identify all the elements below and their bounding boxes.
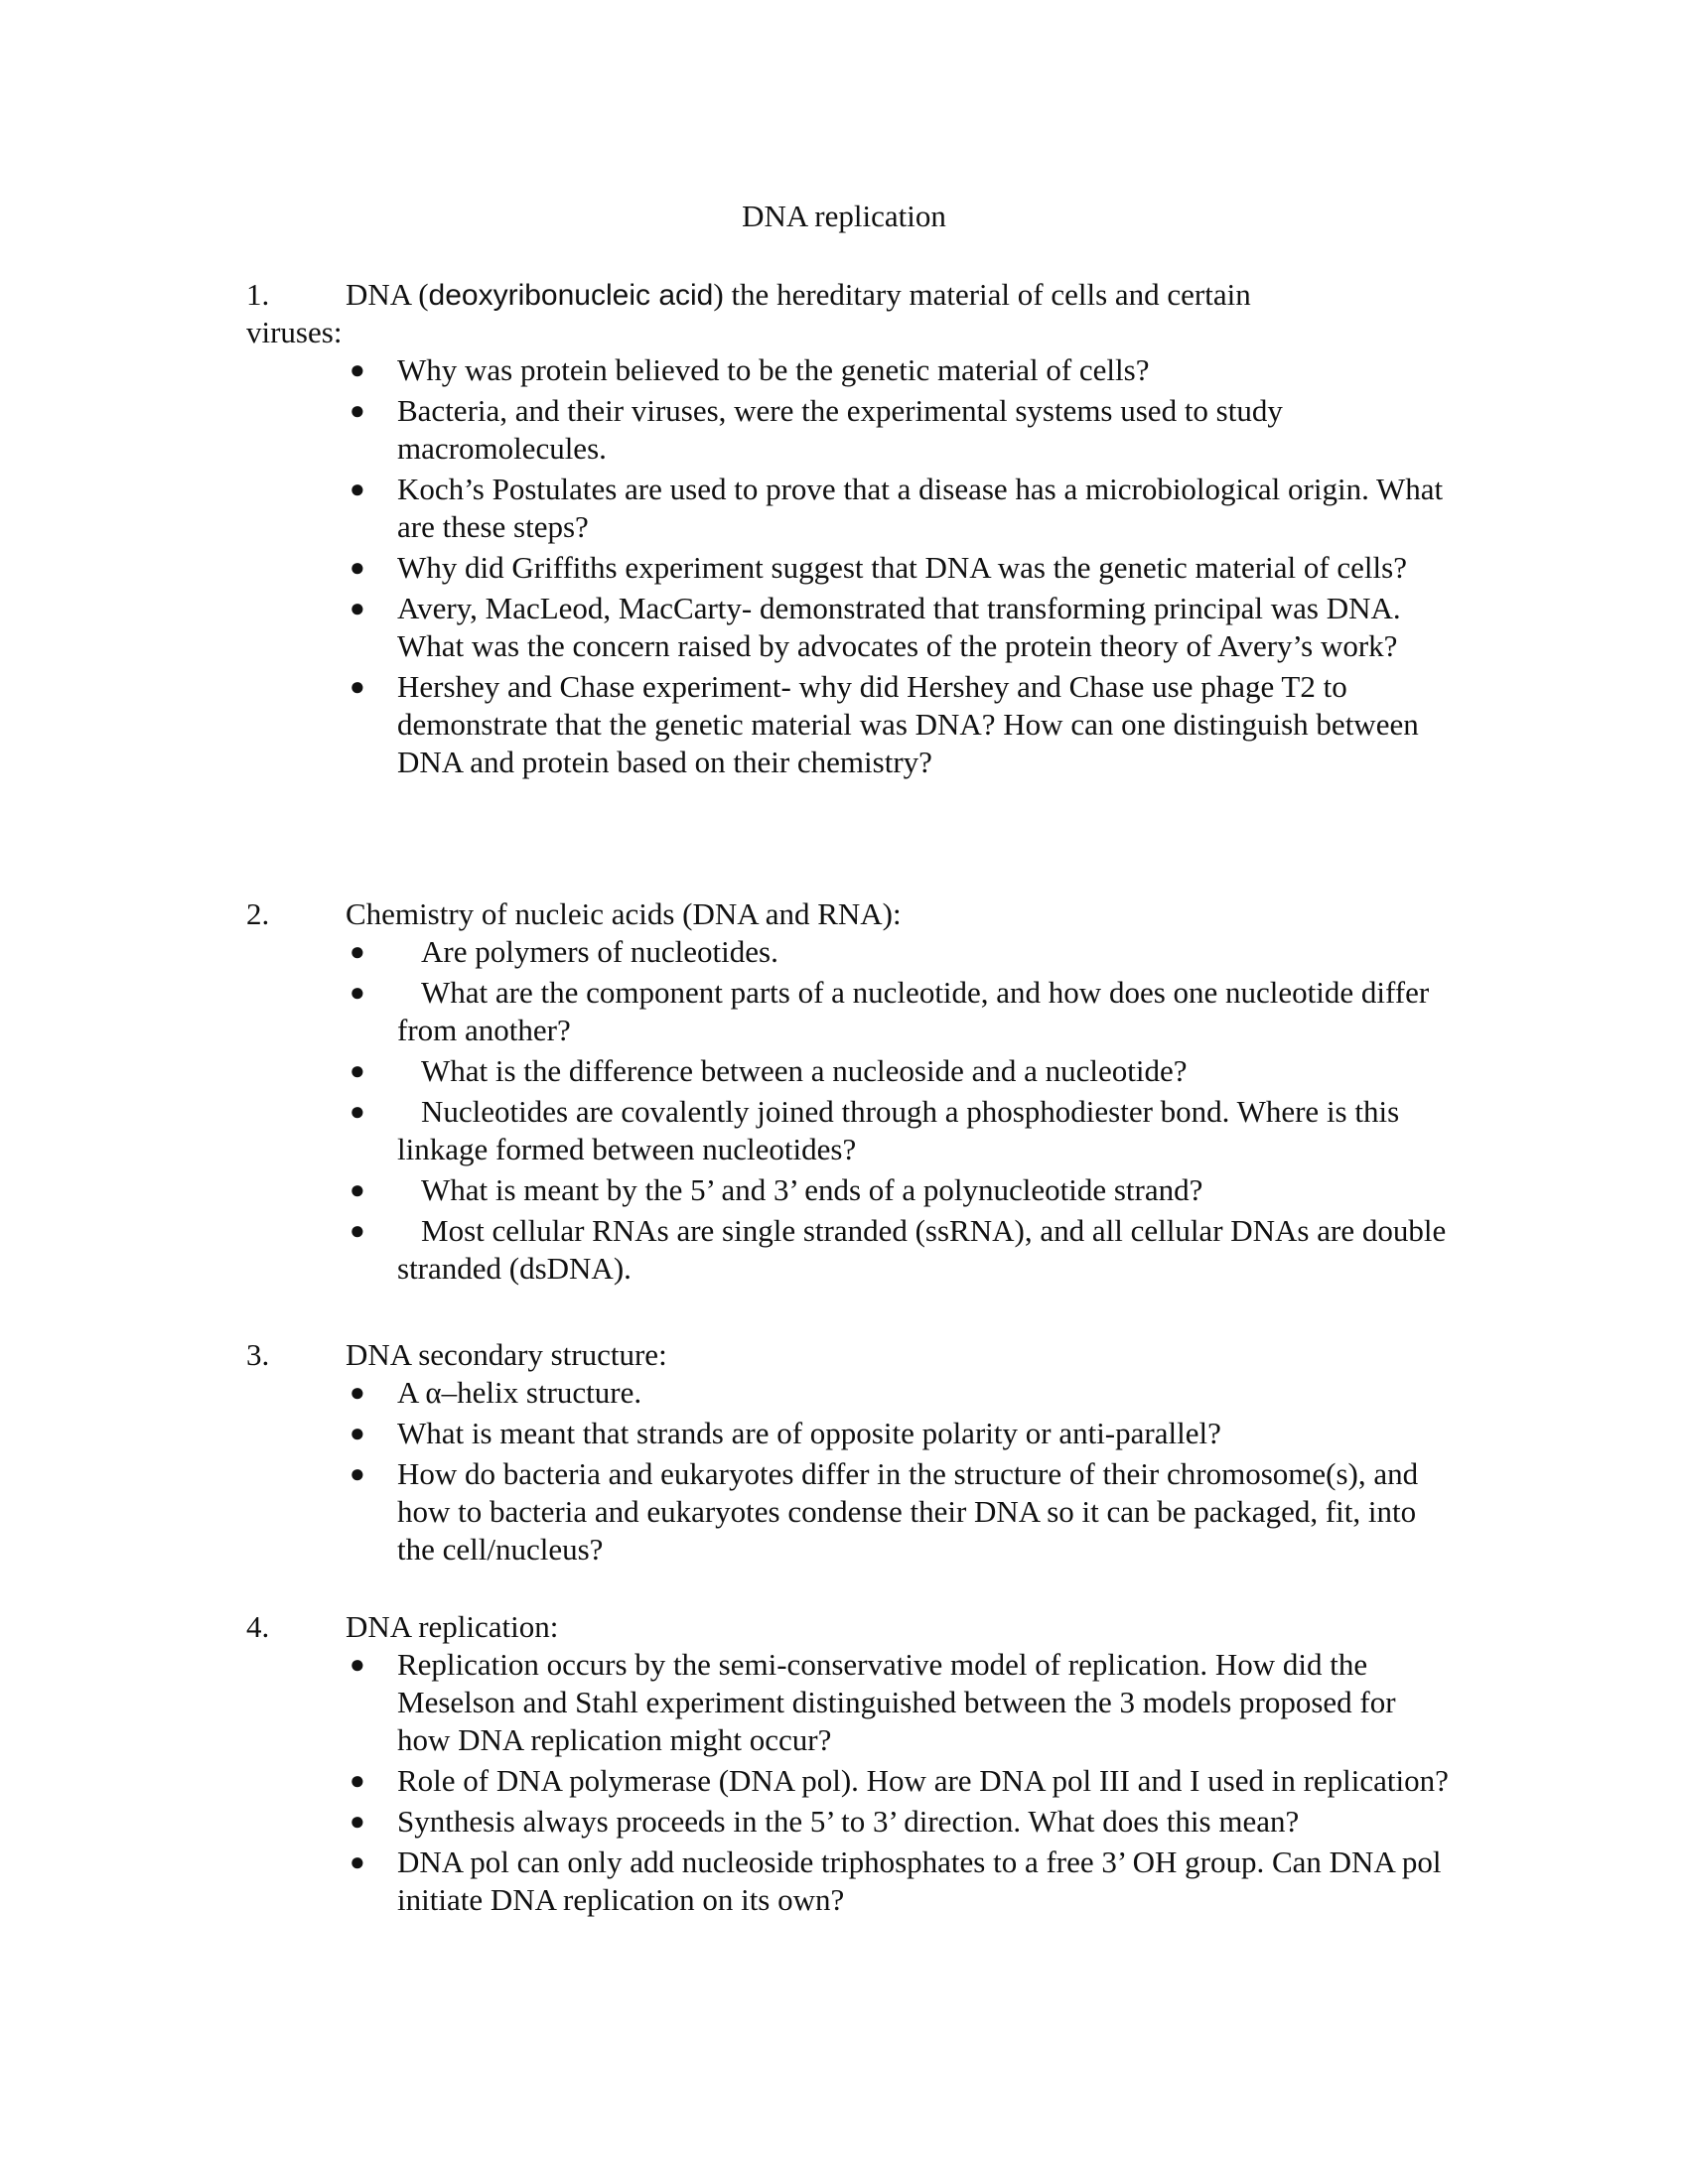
bullet-dot: ●	[350, 1807, 365, 1836]
list-item-text: How do bacteria and eukaryotes differ in the structure of their chromosome(s), and how to bacteria and eukaryotes condense their DNA so it can be packaged, fit, into the cell/nucleus?	[397, 1456, 1419, 1567]
list-item-text: Koch’s Postulates are used to prove that a disease has a microbiological origin. What are these steps?	[397, 472, 1444, 544]
list-item-text: What are the component parts of a nucleotide, and how does one nucleotide differ from another?	[397, 975, 1430, 1047]
list-item	[0, 1212, 1688, 1288]
section-number: 2.	[246, 896, 270, 931]
section-heading-text: DNA replication:	[346, 1609, 559, 1644]
list-item	[0, 590, 1688, 665]
section-1	[0, 276, 1688, 784]
section-heading	[0, 1608, 1688, 1646]
bullet-dot: ●	[350, 937, 365, 966]
list-item-text: What is the difference between a nucleoside and a nucleotide?	[421, 1053, 1188, 1088]
list-item-text: Hershey and Chase experiment- why did Hershey and Chase use phage T2 to demonstrate that the genetic material was DNA? How can one distinguish between DNA and protein based on their chemistry?	[397, 669, 1419, 779]
bullet-list	[0, 1646, 1688, 1919]
bullet-dot: ●	[350, 396, 365, 425]
list-item	[0, 1803, 1688, 1841]
list-item-text: Synthesis always proceeds in the 5’ to 3’ direction. What does this mean?	[397, 1804, 1300, 1839]
list-item-text: Role of DNA polymerase (DNA pol). How are DNA pol III and I used in replication?	[397, 1763, 1449, 1798]
list-item	[0, 1093, 1688, 1168]
list-item	[0, 1171, 1688, 1209]
section-3	[0, 1336, 1688, 1571]
list-item	[0, 1415, 1688, 1452]
section-heading-text: DNA secondary structure:	[346, 1337, 667, 1372]
list-item	[0, 471, 1688, 546]
section-heading	[0, 1336, 1688, 1374]
list-item	[0, 1762, 1688, 1800]
section-heading	[0, 895, 1688, 933]
bullet-dot: ●	[350, 1056, 365, 1085]
section-number: 1.	[246, 277, 270, 312]
bullet-dot: ●	[350, 475, 365, 503]
list-item-text: A α–helix structure.	[397, 1375, 642, 1410]
bullet-dot: ●	[350, 553, 365, 582]
bullet-dot: ●	[350, 1650, 365, 1679]
bullet-dot: ●	[350, 1419, 365, 1447]
bullet-dot: ●	[350, 1097, 365, 1126]
section-number: 4.	[246, 1609, 270, 1644]
bullet-list	[0, 933, 1688, 1288]
list-item-text: Replication occurs by the semi-conservative model of replication. How did the Meselson and Stahl experiment distinguished between the 3 models proposed for how DNA replication might occur?	[397, 1647, 1396, 1757]
list-item	[0, 974, 1688, 1049]
list-item-text: What is meant that strands are of opposite polarity or anti-parallel?	[397, 1416, 1221, 1450]
list-item-text: Most cellular RNAs are single stranded (ssRNA), and all cellular DNAs are double stranded (dsDNA).	[397, 1213, 1447, 1286]
bullet-dot: ●	[350, 1459, 365, 1488]
heading-post: ) the hereditary material of cells and certain	[713, 277, 1251, 312]
list-item	[0, 1455, 1688, 1569]
list-item-text: What is meant by the 5’ and 3’ ends of a polynucleotide strand?	[421, 1172, 1203, 1207]
section-4	[0, 1608, 1688, 1922]
bullet-dot: ●	[350, 1378, 365, 1407]
list-item	[0, 549, 1688, 587]
document-title: DNA replication	[742, 199, 946, 233]
bullet-dot: ●	[350, 672, 365, 701]
list-item-text: Why was protein believed to be the genetic material of cells?	[397, 352, 1150, 387]
bullet-list	[0, 1374, 1688, 1569]
list-item	[0, 392, 1688, 468]
bullet-dot: ●	[350, 978, 365, 1007]
bullet-dot: ●	[350, 594, 365, 622]
bullet-dot: ●	[350, 1847, 365, 1876]
section-heading	[0, 276, 1688, 314]
bullet-dot: ●	[350, 355, 365, 384]
bullet-list	[0, 351, 1688, 781]
list-item-text: Are polymers of nucleotides.	[421, 934, 778, 969]
list-item	[0, 1374, 1688, 1412]
bullet-dot: ●	[350, 1216, 365, 1245]
section-heading-continuation: viruses:	[246, 315, 343, 349]
list-item-text: DNA pol can only add nucleoside triphosphates to a free 3’ OH group. Can DNA pol initiate DNA replication on its own?	[397, 1844, 1442, 1917]
bullet-dot: ●	[350, 1766, 365, 1795]
list-item-text: Bacteria, and their viruses, were the experimental systems used to study macromolecules.	[397, 393, 1283, 466]
section-heading-text	[346, 276, 1251, 315]
list-item-text: Nucleotides are covalently joined through a phosphodiester bond. Where is this linkage formed between nucleotides?	[397, 1094, 1400, 1166]
bullet-dot: ●	[350, 1175, 365, 1204]
section-number: 3.	[246, 1337, 270, 1372]
list-item	[0, 933, 1688, 971]
list-item	[0, 1843, 1688, 1919]
section-heading-text: Chemistry of nucleic acids (DNA and RNA):	[346, 896, 902, 931]
section-2	[0, 895, 1688, 1291]
list-item	[0, 1052, 1688, 1090]
list-item	[0, 351, 1688, 389]
list-item	[0, 668, 1688, 781]
list-item	[0, 1646, 1688, 1759]
heading-term: deoxyribonucleic acid	[428, 279, 714, 312]
heading-pre: DNA (	[346, 277, 429, 312]
list-item-text: Why did Griffiths experiment suggest that DNA was the genetic material of cells?	[397, 550, 1407, 585]
list-item-text: Avery, MacLeod, MacCarty- demonstrated that transforming principal was DNA. What was the concern raised by advocates of the protein theory of Avery’s work?	[397, 591, 1401, 663]
